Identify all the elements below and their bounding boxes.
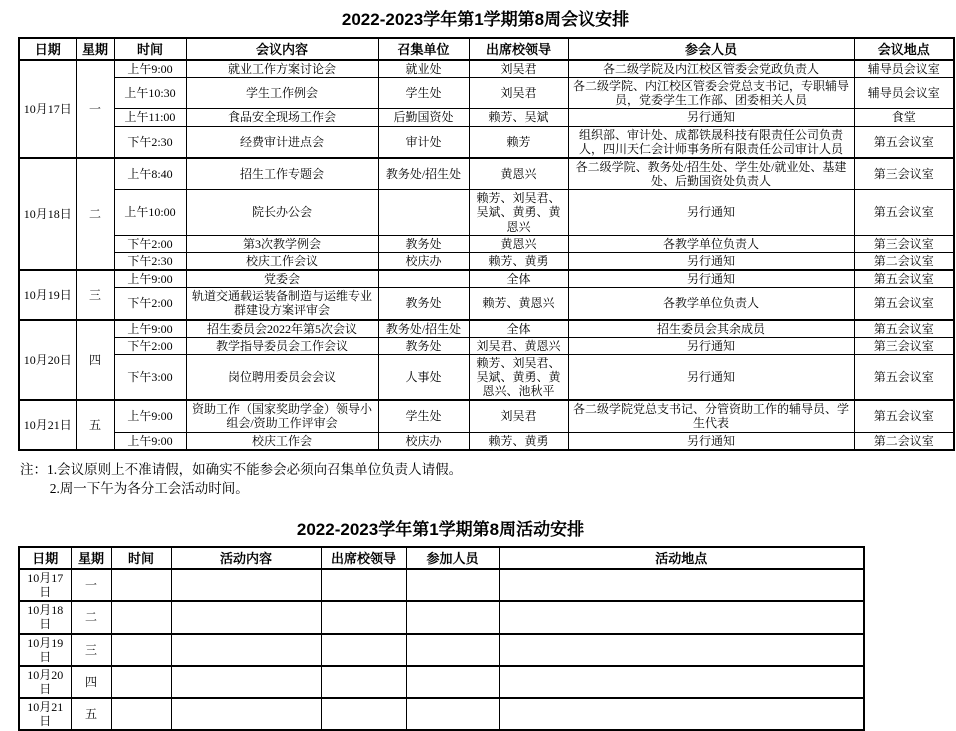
location-cell bbox=[499, 601, 864, 633]
participants-cell: 另行通知 bbox=[568, 432, 854, 450]
activity-table bbox=[18, 546, 865, 731]
column-header: 星期 bbox=[76, 38, 114, 60]
content-cell: 经费审计进点会 bbox=[186, 126, 378, 158]
location-cell: 第五会议室 bbox=[854, 126, 954, 158]
leaders-cell: 刘吴君、黄恩兴 bbox=[469, 337, 568, 354]
meeting-table-body bbox=[19, 60, 954, 450]
leaders-cell: 全体 bbox=[469, 270, 568, 288]
meeting-table-title: 2022-2023学年第1学期第8周会议安排 bbox=[341, 10, 630, 29]
location-cell: 第二会议室 bbox=[854, 252, 954, 270]
leaders-cell: 赖芳、黄勇 bbox=[469, 432, 568, 450]
content-cell: 招生工作专题会 bbox=[186, 158, 378, 190]
table-row bbox=[19, 354, 954, 400]
location-cell: 第三会议室 bbox=[854, 235, 954, 252]
time-cell: 上午11:00 bbox=[114, 109, 186, 126]
content-cell bbox=[171, 634, 321, 666]
column-header: 召集单位 bbox=[378, 38, 469, 60]
table-row bbox=[19, 320, 954, 338]
weekday-cell: 四 bbox=[76, 320, 114, 401]
time-cell: 上午8:40 bbox=[114, 158, 186, 190]
notes bbox=[20, 460, 956, 499]
content-cell: 教学指导委员会工作会议 bbox=[186, 337, 378, 354]
meeting-table bbox=[18, 37, 955, 451]
leaders-cell: 全体 bbox=[469, 320, 568, 338]
date-cell: 10月20日 bbox=[19, 666, 71, 698]
location-cell: 辅导员会议室 bbox=[854, 60, 954, 78]
weekday-cell: 五 bbox=[76, 400, 114, 449]
date-cell: 10月18日 bbox=[19, 601, 71, 633]
table-row bbox=[19, 60, 954, 78]
column-header: 活动地点 bbox=[499, 547, 864, 569]
content-cell: 校庆工作会议 bbox=[186, 252, 378, 270]
weekday-cell: 三 bbox=[71, 634, 111, 666]
date-cell: 10月21日 bbox=[19, 400, 76, 449]
leaders-cell bbox=[321, 698, 406, 730]
participants-cell: 组织部、审计处、成都铁晟科技有限责任公司负责人，四川天仁会计师事务所有限责任公司审计人员 bbox=[568, 126, 854, 158]
time-cell: 下午2:00 bbox=[114, 337, 186, 354]
participants-cell: 另行通知 bbox=[568, 190, 854, 235]
weekday-cell: 四 bbox=[71, 666, 111, 698]
participants-cell bbox=[406, 698, 499, 730]
date-cell: 10月18日 bbox=[19, 158, 76, 270]
participants-cell: 另行通知 bbox=[568, 109, 854, 126]
content-cell: 校庆工作会 bbox=[186, 432, 378, 450]
time-cell: 上午10:00 bbox=[114, 190, 186, 235]
location-cell: 第五会议室 bbox=[854, 320, 954, 338]
time-cell: 上午10:30 bbox=[114, 78, 186, 109]
location-cell bbox=[499, 569, 864, 601]
time-cell bbox=[111, 601, 171, 633]
location-cell: 第五会议室 bbox=[854, 270, 954, 288]
weekday-cell: 一 bbox=[71, 569, 111, 601]
content-cell: 学生工作例会 bbox=[186, 78, 378, 109]
table-row bbox=[19, 432, 954, 450]
location-cell bbox=[499, 698, 864, 730]
leaders-cell: 赖芳、黄勇 bbox=[469, 252, 568, 270]
participants-cell bbox=[406, 666, 499, 698]
organizer-cell: 学生处 bbox=[378, 78, 469, 109]
participants-cell: 各教学单位负责人 bbox=[568, 288, 854, 320]
participants-cell: 各二级学院、教务处/招生处、学生处/就业处、基建处、后勤国资处负责人 bbox=[568, 158, 854, 190]
weekday-cell: 五 bbox=[71, 698, 111, 730]
participants-cell bbox=[406, 634, 499, 666]
organizer-cell: 校庆办 bbox=[378, 252, 469, 270]
content-cell bbox=[171, 601, 321, 633]
column-header: 时间 bbox=[111, 547, 171, 569]
leaders-cell: 赖芳、刘吴君、吴斌、黄勇、黄恩兴、池秋平 bbox=[469, 354, 568, 400]
leaders-cell bbox=[321, 634, 406, 666]
time-cell: 上午9:00 bbox=[114, 400, 186, 432]
time-cell: 下午2:00 bbox=[114, 288, 186, 320]
time-cell bbox=[111, 634, 171, 666]
organizer-cell: 后勤国资处 bbox=[378, 109, 469, 126]
date-cell: 10月20日 bbox=[19, 320, 76, 401]
column-header: 活动内容 bbox=[171, 547, 321, 569]
leaders-cell: 刘吴君 bbox=[469, 400, 568, 432]
table-row bbox=[19, 252, 954, 270]
location-cell: 食堂 bbox=[854, 109, 954, 126]
leaders-cell: 黄恩兴 bbox=[469, 235, 568, 252]
location-cell: 第三会议室 bbox=[854, 158, 954, 190]
column-header: 参加人员 bbox=[406, 547, 499, 569]
location-cell: 第三会议室 bbox=[854, 337, 954, 354]
table-row bbox=[19, 666, 864, 698]
leaders-cell: 赖芳、黄恩兴 bbox=[469, 288, 568, 320]
organizer-cell: 教务处 bbox=[378, 337, 469, 354]
content-cell: 招生委员会2022年第5次会议 bbox=[186, 320, 378, 338]
column-header: 日期 bbox=[19, 38, 76, 60]
table-row bbox=[19, 288, 954, 320]
organizer-cell: 教务处 bbox=[378, 235, 469, 252]
time-cell bbox=[111, 569, 171, 601]
table-row bbox=[19, 337, 954, 354]
participants-cell: 各教学单位负责人 bbox=[568, 235, 854, 252]
table-row bbox=[19, 109, 954, 126]
time-cell: 下午2:00 bbox=[114, 235, 186, 252]
weekday-cell: 二 bbox=[71, 601, 111, 633]
leaders-cell: 黄恩兴 bbox=[469, 158, 568, 190]
content-cell: 就业工作方案讨论会 bbox=[186, 60, 378, 78]
leaders-cell bbox=[321, 569, 406, 601]
leaders-cell: 刘吴君 bbox=[469, 60, 568, 78]
activity-table-header-row bbox=[19, 547, 864, 569]
content-cell: 党委会 bbox=[186, 270, 378, 288]
organizer-cell bbox=[378, 190, 469, 235]
time-cell: 下午2:30 bbox=[114, 252, 186, 270]
participants-cell: 另行通知 bbox=[568, 270, 854, 288]
time-cell: 上午9:00 bbox=[114, 60, 186, 78]
time-cell bbox=[111, 698, 171, 730]
date-cell: 10月17日 bbox=[19, 569, 71, 601]
activity-table-title: 2022-2023学年第1学期第8周活动安排 bbox=[296, 519, 585, 539]
column-header: 日期 bbox=[19, 547, 71, 569]
time-cell: 上午9:00 bbox=[114, 320, 186, 338]
table-row bbox=[19, 601, 864, 633]
content-cell: 院长办公会 bbox=[186, 190, 378, 235]
location-cell bbox=[499, 634, 864, 666]
date-cell: 10月19日 bbox=[19, 634, 71, 666]
time-cell: 下午3:00 bbox=[114, 354, 186, 400]
leaders-cell bbox=[321, 666, 406, 698]
time-cell: 下午2:30 bbox=[114, 126, 186, 158]
meeting-table-header-row bbox=[19, 38, 954, 60]
column-header: 时间 bbox=[114, 38, 186, 60]
table-row bbox=[19, 400, 954, 432]
participants-cell: 招生委员会其余成员 bbox=[568, 320, 854, 338]
location-cell: 第五会议室 bbox=[854, 190, 954, 235]
organizer-cell: 人事处 bbox=[378, 354, 469, 400]
time-cell: 上午9:00 bbox=[114, 270, 186, 288]
weekday-cell: 一 bbox=[76, 60, 114, 158]
table-row bbox=[19, 569, 864, 601]
table-row bbox=[19, 190, 954, 235]
date-cell: 10月21日 bbox=[19, 698, 71, 730]
time-cell bbox=[111, 666, 171, 698]
content-cell: 第3次教学例会 bbox=[186, 235, 378, 252]
content-cell: 岗位聘用委员会会议 bbox=[186, 354, 378, 400]
table-row bbox=[19, 698, 864, 730]
participants-cell: 另行通知 bbox=[568, 354, 854, 400]
note-line: 注：1.会议原则上不准请假，如确实不能参会必须向召集单位负责人请假。 bbox=[20, 461, 463, 477]
leaders-cell bbox=[321, 601, 406, 633]
participants-cell: 各二级学院及内江校区管委会党政负责人 bbox=[568, 60, 854, 78]
location-cell: 第五会议室 bbox=[854, 354, 954, 400]
column-header: 星期 bbox=[71, 547, 111, 569]
date-cell: 10月19日 bbox=[19, 270, 76, 319]
organizer-cell: 校庆办 bbox=[378, 432, 469, 450]
time-cell: 上午9:00 bbox=[114, 432, 186, 450]
content-cell bbox=[171, 698, 321, 730]
note-line: 2.周一下午为各分工会活动时间。 bbox=[49, 481, 249, 497]
activity-table-body bbox=[19, 569, 864, 731]
leaders-cell: 赖芳、吴斌 bbox=[469, 109, 568, 126]
organizer-cell bbox=[378, 270, 469, 288]
organizer-cell: 就业处 bbox=[378, 60, 469, 78]
location-cell bbox=[499, 666, 864, 698]
column-header: 出席校领导 bbox=[469, 38, 568, 60]
column-header: 出席校领导 bbox=[321, 547, 406, 569]
location-cell: 第五会议室 bbox=[854, 400, 954, 432]
leaders-cell: 赖芳、刘吴君、吴斌、黄勇、黄恩兴 bbox=[469, 190, 568, 235]
content-cell bbox=[171, 569, 321, 601]
organizer-cell: 教务处 bbox=[378, 288, 469, 320]
table-row bbox=[19, 158, 954, 190]
weekday-cell: 二 bbox=[76, 158, 114, 270]
content-cell bbox=[171, 666, 321, 698]
organizer-cell: 教务处/招生处 bbox=[378, 158, 469, 190]
table-row bbox=[19, 270, 954, 288]
participants-cell: 另行通知 bbox=[568, 337, 854, 354]
column-header: 会议地点 bbox=[854, 38, 954, 60]
weekday-cell: 三 bbox=[76, 270, 114, 319]
table-row bbox=[19, 235, 954, 252]
date-cell: 10月17日 bbox=[19, 60, 76, 158]
content-cell: 轨道交通载运装备制造与运维专业群建设方案评审会 bbox=[186, 288, 378, 320]
column-header: 会议内容 bbox=[186, 38, 378, 60]
participants-cell bbox=[406, 601, 499, 633]
table-row bbox=[19, 78, 954, 109]
participants-cell bbox=[406, 569, 499, 601]
location-cell: 第五会议室 bbox=[854, 288, 954, 320]
content-cell: 资助工作（国家奖助学金）领导小组会/资助工作评审会 bbox=[186, 400, 378, 432]
leaders-cell: 赖芳 bbox=[469, 126, 568, 158]
table-row bbox=[19, 126, 954, 158]
location-cell: 第二会议室 bbox=[854, 432, 954, 450]
organizer-cell: 学生处 bbox=[378, 400, 469, 432]
organizer-cell: 审计处 bbox=[378, 126, 469, 158]
participants-cell: 各二级学院党总支书记、分管资助工作的辅导员、学生代表 bbox=[568, 400, 854, 432]
table-row bbox=[19, 634, 864, 666]
content-cell: 食品安全现场工作会 bbox=[186, 109, 378, 126]
column-header: 参会人员 bbox=[568, 38, 854, 60]
participants-cell: 各二级学院、内江校区管委会党总支书记，专职辅导员，党委学生工作部、团委相关人员 bbox=[568, 78, 854, 109]
participants-cell: 另行通知 bbox=[568, 252, 854, 270]
organizer-cell: 教务处/招生处 bbox=[378, 320, 469, 338]
leaders-cell: 刘吴君 bbox=[469, 78, 568, 109]
location-cell: 辅导员会议室 bbox=[854, 78, 954, 109]
